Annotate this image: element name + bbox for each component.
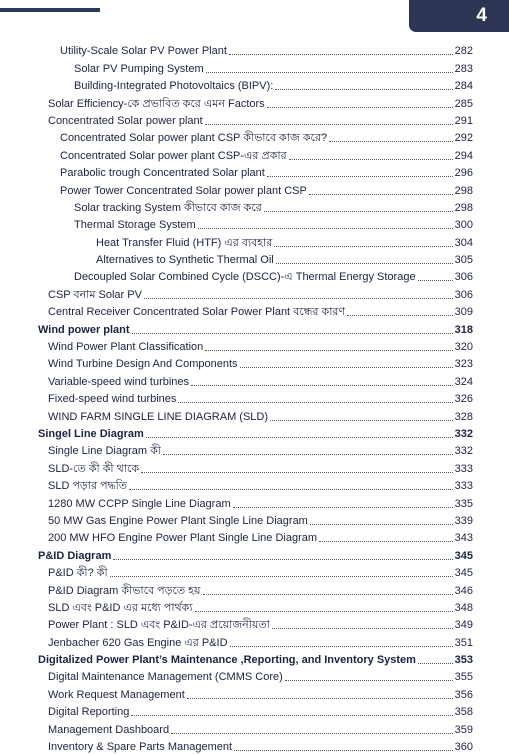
toc-entry[interactable] — [0, 563, 509, 580]
dot-leader — [310, 524, 453, 525]
dot-leader — [229, 54, 453, 55]
dot-leader — [276, 263, 453, 264]
toc-entry[interactable] — [0, 337, 509, 354]
toc-entry-page: 345 — [454, 549, 473, 562]
page-number: 4 — [476, 5, 487, 26]
toc-entry-title: Utility-Scale Solar PV Power Plant — [60, 45, 227, 58]
toc-entry-title: Concentrated Solar power plant CSP-এর প্রকার — [60, 149, 287, 162]
toc-entry-title: P&ID Diagram — [38, 549, 112, 562]
dot-leader — [203, 594, 453, 595]
toc-entry-page: 309 — [454, 306, 473, 319]
toc-entry[interactable] — [0, 667, 509, 684]
dot-leader — [230, 646, 453, 647]
dot-leader — [113, 559, 452, 560]
toc-entry-title: SLD এবং P&ID এর মধ্যে পার্থক্য — [48, 601, 193, 614]
toc-entry-title: Variable-speed wind turbines — [48, 375, 190, 388]
toc-entry[interactable] — [0, 41, 509, 58]
dot-leader — [141, 472, 453, 473]
toc-entry-title: Solar tracking System কীভাবে কাজ করে — [74, 201, 262, 214]
toc-entry[interactable] — [0, 354, 509, 371]
toc-entry-title: Solar PV Pumping System — [74, 62, 204, 75]
toc-entry-page: 349 — [454, 619, 473, 632]
toc-entry-title: Wind Power Plant Classification — [48, 341, 204, 354]
toc-entry-title: 1280 MW CCPP Single Line Diagram — [48, 497, 231, 510]
dot-leader — [418, 280, 453, 281]
dot-leader — [319, 541, 453, 542]
toc-entry[interactable] — [0, 232, 509, 249]
dot-leader — [264, 211, 453, 212]
toc-entry-title: P&ID Diagram কীভাবে পড়তে হয় — [48, 584, 201, 597]
dot-leader — [131, 715, 452, 716]
toc-entry[interactable] — [0, 528, 509, 545]
toc-entry-title: Wind power plant — [38, 323, 130, 336]
toc-entry-page: 304 — [454, 236, 473, 249]
toc-entry-page: 323 — [454, 358, 473, 371]
toc-entry-page: 360 — [454, 741, 473, 754]
toc-entry-page: 345 — [454, 567, 473, 580]
dot-leader — [191, 385, 453, 386]
toc-entry-page: 292 — [454, 132, 473, 145]
dot-leader — [171, 733, 453, 734]
toc-entry[interactable] — [0, 389, 509, 406]
toc-entry-page: 306 — [454, 288, 473, 301]
toc-entry-page: 343 — [454, 532, 473, 545]
toc-entry[interactable] — [0, 371, 509, 388]
table-of-contents — [0, 41, 509, 754]
toc-entry-title: Central Receiver Concentrated Solar Power Plant বন্ধের কারণ — [48, 306, 346, 319]
toc-entry[interactable] — [0, 493, 509, 510]
toc-entry[interactable] — [0, 737, 509, 754]
toc-entry[interactable] — [0, 267, 509, 284]
dot-leader — [274, 246, 452, 247]
toc-entry[interactable] — [0, 128, 509, 145]
toc-entry-page: 356 — [454, 688, 473, 701]
toc-entry-title: 50 MW Gas Engine Power Plant Single Line Diagram — [48, 514, 308, 527]
header-rule — [0, 8, 100, 12]
dot-leader — [206, 72, 453, 73]
toc-entry-title: Fixed-speed wind turbines — [48, 393, 177, 406]
toc-entry[interactable] — [0, 180, 509, 197]
toc-entry[interactable] — [0, 163, 509, 180]
toc-entry-page: 294 — [454, 149, 473, 162]
toc-entry[interactable] — [0, 76, 509, 93]
toc-entry[interactable] — [0, 458, 509, 475]
toc-entry-page: 296 — [454, 167, 473, 180]
toc-entry-title: SLD পড়ার পদ্ধতি — [48, 480, 128, 493]
toc-entry-page: 320 — [454, 341, 473, 354]
toc-entry-page: 335 — [454, 497, 473, 510]
toc-entry[interactable] — [0, 476, 509, 493]
toc-entry-title: Inventory & Spare Parts Management — [48, 741, 233, 754]
toc-entry-title: CSP বনাম Solar PV — [48, 288, 142, 301]
toc-entry[interactable] — [0, 615, 509, 632]
dot-leader — [144, 298, 453, 299]
toc-entry-page: 324 — [454, 375, 473, 388]
toc-entry-page: 339 — [454, 514, 473, 527]
toc-entry[interactable] — [0, 545, 509, 562]
dot-leader — [329, 141, 453, 142]
dot-leader — [110, 576, 453, 577]
toc-entry-page: 318 — [454, 323, 473, 336]
toc-entry-page: 291 — [454, 114, 473, 127]
toc-entry-title: Singel Line Diagram — [38, 427, 144, 440]
toc-entry[interactable] — [0, 284, 509, 301]
toc-entry[interactable] — [0, 511, 509, 528]
dot-leader — [267, 107, 453, 108]
toc-entry-page: 353 — [454, 654, 473, 667]
toc-entry-page: 355 — [454, 671, 473, 684]
toc-entry-title: Concentrated Solar power plant — [48, 114, 203, 127]
toc-entry[interactable] — [0, 250, 509, 267]
toc-entry[interactable] — [0, 406, 509, 423]
dot-leader — [129, 489, 453, 490]
toc-entry-page: 300 — [454, 219, 473, 232]
toc-entry-page: 332 — [454, 445, 473, 458]
toc-entry-page: 346 — [454, 584, 473, 597]
toc-entry-title: Decoupled Solar Combined Cycle (DSCC)-এ Thermal Energy Storage — [74, 271, 416, 284]
toc-entry-title: Parabolic trough Concentrated Solar plant — [60, 167, 265, 180]
dot-leader — [178, 402, 452, 403]
toc-entry[interactable] — [0, 111, 509, 128]
toc-entry[interactable] — [0, 424, 509, 441]
toc-entry-page: 285 — [454, 97, 473, 110]
toc-entry-title: Wind Turbine Design And Components — [48, 358, 238, 371]
toc-entry-page: 298 — [454, 184, 473, 197]
toc-entry-title: Digital Maintenance Management (CMMS Core) — [48, 671, 283, 684]
toc-entry-title: SLD-তে কী কী থাকে — [48, 462, 140, 475]
dot-leader — [275, 89, 452, 90]
dot-leader — [270, 420, 453, 421]
dot-leader — [233, 507, 453, 508]
dot-leader — [205, 350, 452, 351]
toc-entry-title: Building-Integrated Photovoltaics (BIPV): — [74, 80, 274, 93]
toc-entry-page: 298 — [454, 201, 473, 214]
dot-leader — [418, 663, 453, 664]
dot-leader — [289, 159, 453, 160]
toc-entry[interactable] — [0, 441, 509, 458]
toc-entry-page: 283 — [454, 62, 473, 75]
toc-entry-title: Power Plant : SLD এবং P&ID-এর প্রয়োজনীয়তা — [48, 619, 270, 632]
toc-entry[interactable] — [0, 215, 509, 232]
toc-entry-title: Solar Efficiency-কে প্রভাবিত করে এমন Factors — [48, 97, 265, 110]
toc-entry-title: Work Request Management — [48, 688, 185, 701]
dot-leader — [309, 194, 453, 195]
toc-entry[interactable] — [0, 632, 509, 649]
toc-entry-title: Heat Transfer Fluid (HTF) এর ব্যবহার — [96, 236, 273, 249]
dot-leader — [187, 698, 453, 699]
dot-leader — [198, 228, 453, 229]
toc-entry-page: 351 — [454, 636, 473, 649]
toc-entry-page: 328 — [454, 410, 473, 423]
toc-entry-title: Digitalized Power Plant’s Maintenance ,Reporting, and Inventory System — [38, 654, 416, 667]
dot-leader — [132, 333, 453, 334]
toc-entry[interactable] — [0, 702, 509, 719]
toc-entry-page: 305 — [454, 254, 473, 267]
toc-entry-page: 333 — [454, 462, 473, 475]
toc-entry-title: WIND FARM SINGLE LINE DIAGRAM (SLD) — [48, 410, 269, 423]
toc-entry[interactable] — [0, 198, 509, 215]
toc-entry-title: Alternatives to Synthetic Thermal Oil — [96, 254, 274, 267]
toc-entry[interactable] — [0, 650, 509, 667]
page-number-badge — [409, 0, 509, 32]
toc-entry[interactable] — [0, 302, 509, 319]
toc-entry-title: Power Tower Concentrated Solar power plant CSP — [60, 184, 307, 197]
toc-entry-title: P&ID কী? কী — [48, 567, 108, 580]
toc-entry-page: 348 — [454, 601, 473, 614]
toc-entry-title: Thermal Storage System — [74, 219, 196, 232]
toc-entry-page: 284 — [454, 80, 473, 93]
toc-entry[interactable] — [0, 319, 509, 336]
toc-entry-title: Jenbacher 620 Gas Engine এর P&ID — [48, 636, 228, 649]
toc-entry-title: Management Dashboard — [48, 723, 170, 736]
toc-entry[interactable] — [0, 93, 509, 110]
toc-entry-title: Digital Reporting — [48, 706, 130, 719]
toc-entry-title: Concentrated Solar power plant CSP কীভাবে কাজ করে? — [60, 132, 328, 145]
toc-entry-page: 282 — [454, 45, 473, 58]
dot-leader — [267, 176, 453, 177]
toc-entry-page: 332 — [454, 427, 473, 440]
toc-entry[interactable] — [0, 684, 509, 701]
toc-entry-title: 200 MW HFO Engine Power Plant Single Line Diagram — [48, 532, 318, 545]
toc-entry-page: 359 — [454, 723, 473, 736]
dot-leader — [272, 628, 453, 629]
toc-entry[interactable] — [0, 145, 509, 162]
toc-entry[interactable] — [0, 719, 509, 736]
toc-entry[interactable] — [0, 580, 509, 597]
dot-leader — [205, 124, 453, 125]
dot-leader — [285, 680, 453, 681]
toc-entry[interactable] — [0, 58, 509, 75]
dot-leader — [234, 750, 453, 751]
toc-entry-page: 326 — [454, 393, 473, 406]
toc-entry-page: 333 — [454, 480, 473, 493]
dot-leader — [347, 315, 453, 316]
dot-leader — [163, 454, 453, 455]
toc-entry[interactable] — [0, 598, 509, 615]
dot-leader — [146, 437, 453, 438]
toc-entry-page: 358 — [454, 706, 473, 719]
dot-leader — [240, 367, 453, 368]
dot-leader — [195, 611, 453, 612]
toc-entry-page: 306 — [454, 271, 473, 284]
toc-entry-title: Single Line Diagram কী — [48, 445, 161, 458]
